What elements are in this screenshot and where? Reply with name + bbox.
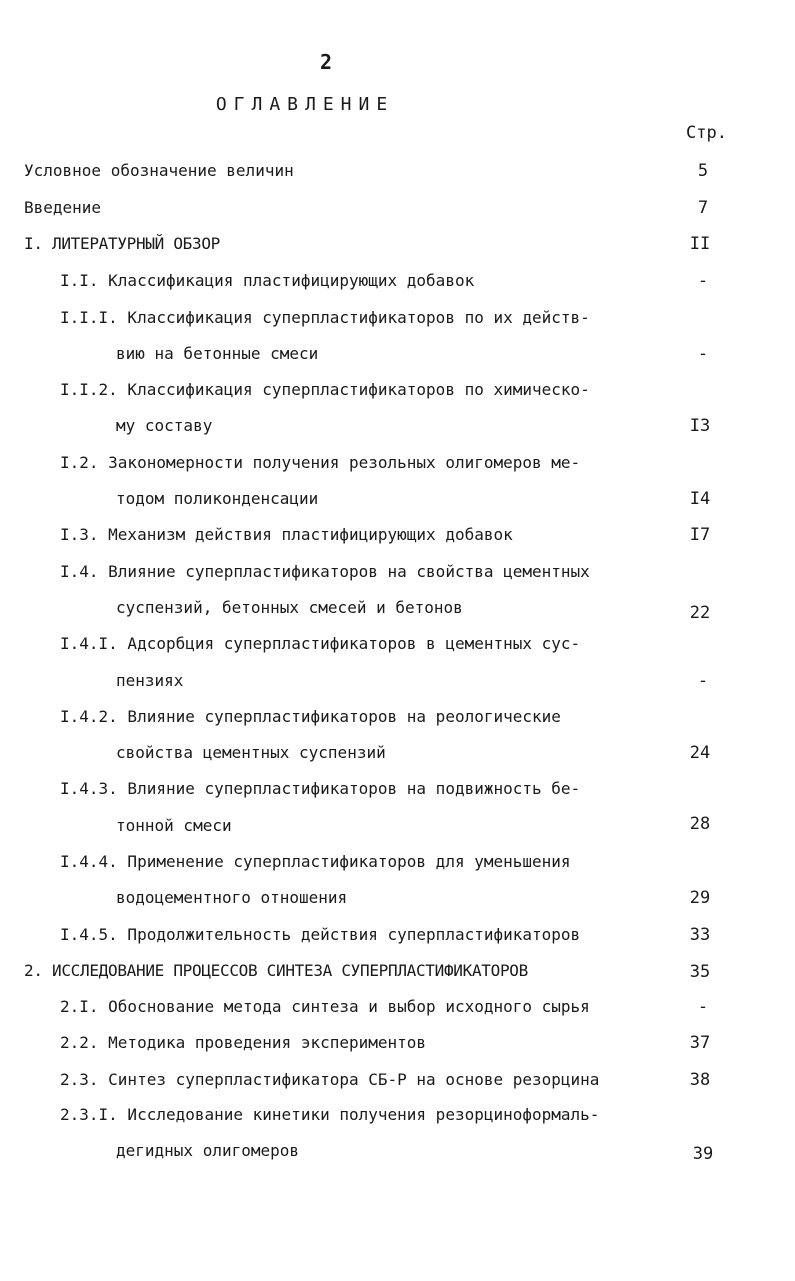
toc-entry-page: 5 <box>697 161 709 181</box>
toc-entry-text-continued: му составу <box>116 416 213 435</box>
toc-entry-page: - <box>697 997 709 1017</box>
toc-entry-text-continued: вию на бетонные смеси <box>116 344 319 363</box>
toc-entry-page: - <box>697 344 709 364</box>
toc-entry-text: I.I.I. Классификация суперпластификаторов по их действ- <box>60 308 590 327</box>
toc-entry-page: 28 <box>689 814 711 834</box>
toc-entry-text: I.4.I. Адсорбция суперпластификаторов в цементных сус- <box>60 634 581 653</box>
toc-entry-page: 39 <box>692 1144 714 1164</box>
toc-entry-page: 35 <box>689 962 711 982</box>
toc-entry-page: 24 <box>689 743 711 763</box>
page-title: ОГЛАВЛЕНИЕ <box>215 94 395 115</box>
toc-entry-text: Введение <box>24 198 102 217</box>
toc-entry-text: I.4.3. Влияние суперпластификаторов на подвижность бе- <box>60 779 581 798</box>
toc-entry-page: 37 <box>689 1033 711 1053</box>
toc-entry-text: Условное обозначение величин <box>24 161 294 180</box>
toc-entry-page: 38 <box>689 1070 711 1090</box>
toc-entry-text-continued: свойства цементных суспензий <box>116 743 386 762</box>
toc-entry-page: - <box>697 271 709 291</box>
toc-entry-text-continued: дегидных олигомеров <box>116 1141 300 1160</box>
toc-entry-page: 7 <box>697 198 709 218</box>
toc-entry-page: - <box>697 671 709 691</box>
toc-entry-text-continued: суспензий, бетонных смесей и бетонов <box>116 598 463 617</box>
toc-entry-page: 33 <box>689 925 711 945</box>
toc-entry-text: 2. ИССЛЕДОВАНИЕ ПРОЦЕССОВ СИНТЕЗА СУПЕРПЛАСТИФИКАТОРОВ <box>24 961 528 980</box>
toc-entry-text-continued: водоцементного отношения <box>116 888 348 907</box>
toc-entry-text: I.I.2. Классификация суперпластификаторов по химическо- <box>60 380 590 399</box>
toc-entry-text: I. ЛИТЕРАТУРНЫЙ ОБЗОР <box>24 234 220 253</box>
toc-entry-text-continued: тодом поликонденсации <box>116 489 319 508</box>
page-number: 2 <box>319 50 333 74</box>
toc-entry-text: I.2. Закономерности получения резольных олигомеров ме- <box>60 453 581 472</box>
toc-entry-text: I.4.2. Влияние суперпластификаторов на реологические <box>60 707 561 726</box>
toc-entry-text: I.4. Влияние суперпластификаторов на свойства цементных <box>60 562 590 581</box>
toc-entry-page: I4 <box>689 489 711 509</box>
toc-entry-page: 22 <box>689 603 711 623</box>
toc-entry-page: 29 <box>689 888 711 908</box>
toc-entry-text: I.4.4. Применение суперпластификаторов для уменьшения <box>60 852 571 871</box>
toc-entry-page: II <box>689 234 711 254</box>
toc-entry-text-continued: тонной смеси <box>116 816 232 835</box>
toc-entry-text: 2.I. Обоснование метода синтеза и выбор исходного сырья <box>60 997 590 1016</box>
pages-column-label: Стр. <box>686 123 727 143</box>
toc-entry-text: I.3. Механизм действия пластифицирующих добавок <box>60 525 513 544</box>
toc-entry-text: 2.3. Синтез суперпластификатора СБ-Р на основе резорцина <box>60 1070 600 1089</box>
toc-entry-text: I.I. Классификация пластифицирующих добавок <box>60 271 475 290</box>
toc-entry-text: I.4.5. Продолжительность действия суперпластификаторов <box>60 925 581 944</box>
toc-entry-text-continued: пензиях <box>116 671 184 690</box>
toc-entry-page: I3 <box>689 416 711 436</box>
toc-entry-text: 2.2. Методика проведения экспериментов <box>60 1033 427 1052</box>
toc-entry-text: 2.3.I. Исследование кинетики получения резорциноформаль- <box>60 1105 600 1124</box>
toc-entry-page: I7 <box>689 525 711 545</box>
